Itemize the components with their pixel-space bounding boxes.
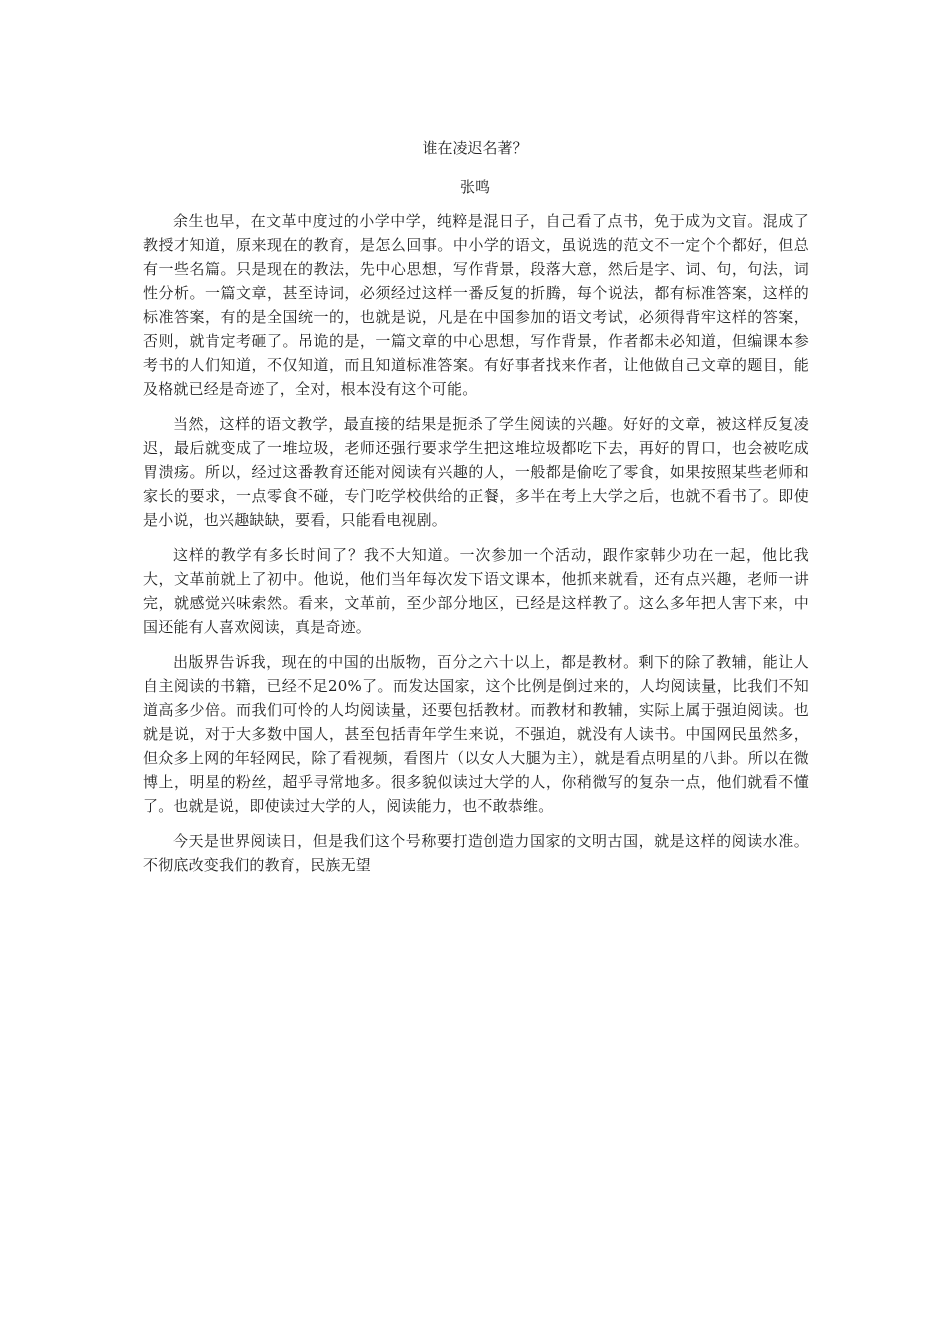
paragraph: 这样的教学有多长时间了？我不大知道。一次参加一个活动，跟作家韩少功在一起，他比我大，文革前就上了初中。他说，他们当年每次发下语文课本，他抓来就看，还有点兴趣，老师一讲完，就感觉兴味索然。看来，文革前，至少部分地区，已经是这样教了。这么多年把人害下来，中国还能有人喜欢阅读，真是奇迹。 [143,546,809,636]
article-body [143,209,809,888]
paragraph: 当然，这样的语文教学，最直接的结果是扼杀了学生阅读的兴趣。好好的文章，被这样反复凌迟，最后就变成了一堆垃圾，老师还强行要求学生把这堆垃圾都吃下去，再好的胃口，也会被吃成胃溃疡。所以，经过这番教育还能对阅读有兴趣的人，一般都是偷吃了零食，如果按照某些老师和家长的要求，一点零食不碰，专门吃学校供给的正餐，多半在考上大学之后，也就不看书了。即使是小说，也兴趣缺缺，要看，只能看电视剧。 [143,415,809,529]
article-title: 谁在凌迟名著？ [422,139,528,157]
paragraph: 余生也早，在文革中度过的小学中学，纯粹是混日子，自己看了点书，免于成为文盲。混成了教授才知道，原来现在的教育，是怎么回事。中小学的语文，虽说选的范文不一定个个都好，但总有一些名篇。只是现在的教法，先中心思想，写作背景，段落大意，然后是字、词、句，句法，词性分析。一篇文章，甚至诗词，必须经过这样一番反复的折腾，每个说法，都有标准答案，这样的标准答案，有的是全国统一的，也就是说，凡是在中国参加的语文考试，必须得背牢这样的答案，否则，就肯定考砸了。吊诡的是，一篇文章的中心思想，写作背景，作者都未必知道，但编课本参考书的人们知道，不仅知道，而且知道标准答案。有好事者找来作者，让他做自己文章的题目，能及格就已经是奇迹了，全对，根本没有这个可能。 [143,212,809,398]
article-author: 张鸣 [459,178,490,196]
paragraph: 出版界告诉我，现在的中国的出版物，百分之六十以上，都是教材。剩下的除了教辅，能让人自主阅读的书籍，已经不足20%了。而发达国家，这个比例是倒过来的，人均阅读量，比我们不知道高多少倍。而我们可怜的人均阅读量，还要包括教材。而教材和教辅，实际上属于强迫阅读。也就是说，对于大多数中国人，甚至包括青年学生来说，不强迫，就没有人读书。中国网民虽然多，但众多上网的年轻网民，除了看视频，看图片（以女人大腿为主），就是看点明星的八卦。所以在微博上，明星的粉丝，超乎寻常地多。很多貌似读过大学的人，你稍微写的复杂一点，他们就看不懂了。也就是说，即使读过大学的人，阅读能力，也不敢恭维。 [143,653,809,815]
paragraph: 今天是世界阅读日，但是我们这个号称要打造创造力国家的文明古国，就是这样的阅读水准。不彻底改变我们的教育，民族无望 [143,832,809,874]
